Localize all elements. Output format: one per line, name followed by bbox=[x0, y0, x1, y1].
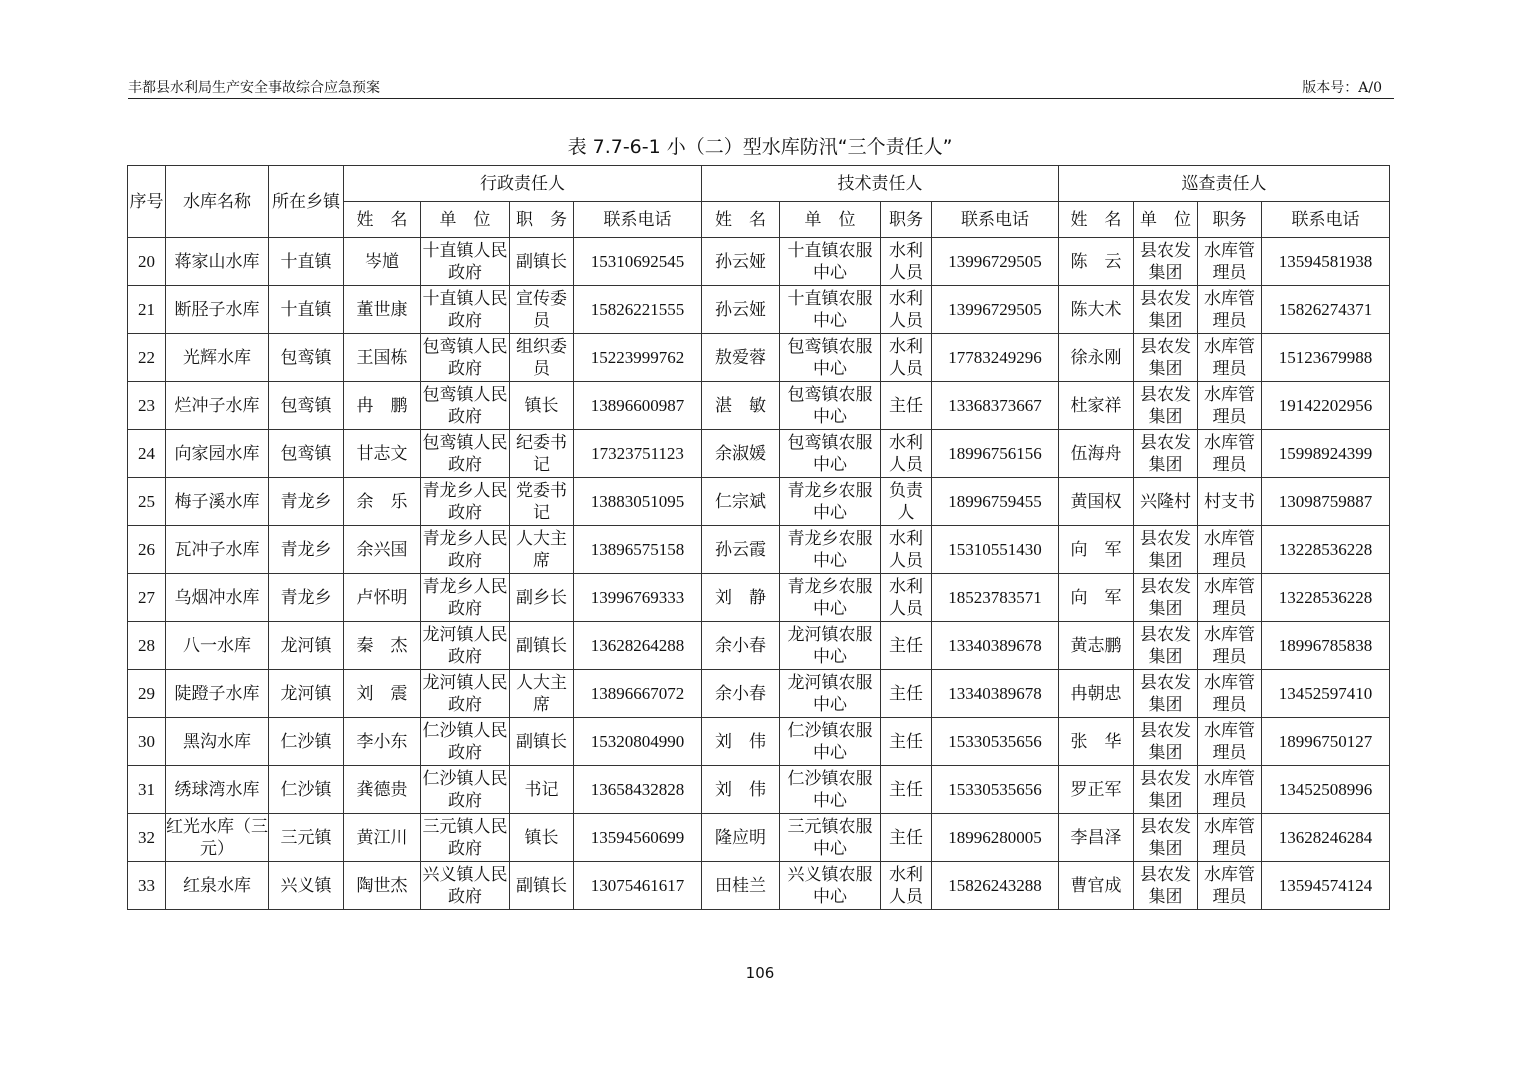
patrol-name: 曹官成 bbox=[1059, 862, 1134, 910]
row-seq: 22 bbox=[128, 334, 166, 382]
admin-unit: 青龙乡人民政府 bbox=[421, 526, 510, 574]
tech-post: 水利人员 bbox=[881, 238, 932, 286]
tech-name: 湛 敏 bbox=[702, 382, 780, 430]
version-label: 版本号：A/0 bbox=[1302, 80, 1382, 96]
tech-post: 水利人员 bbox=[881, 334, 932, 382]
patrol-name: 黄国权 bbox=[1059, 478, 1134, 526]
tech-unit: 仁沙镇农服中心 bbox=[780, 718, 881, 766]
admin-unit: 龙河镇人民政府 bbox=[421, 622, 510, 670]
patrol-name: 李昌泽 bbox=[1059, 814, 1134, 862]
patrol-unit: 县农发集团 bbox=[1134, 622, 1198, 670]
patrol-name: 向 军 bbox=[1059, 526, 1134, 574]
admin-post: 纪委书记 bbox=[510, 430, 574, 478]
col-reservoir-name: 水库名称 bbox=[166, 166, 269, 238]
admin-post: 副镇长 bbox=[510, 862, 574, 910]
patrol-name: 陈 云 bbox=[1059, 238, 1134, 286]
reservoir-name: 红泉水库 bbox=[166, 862, 269, 910]
tech-unit: 包鸾镇农服中心 bbox=[780, 430, 881, 478]
patrol-post: 水库管理员 bbox=[1198, 526, 1262, 574]
tech-phone: 13340389678 bbox=[932, 622, 1059, 670]
reservoir-name: 烂冲子水库 bbox=[166, 382, 269, 430]
col-town: 所在乡镇 bbox=[269, 166, 344, 238]
table-row bbox=[128, 814, 1390, 862]
reservoir-name: 绣球湾水库 bbox=[166, 766, 269, 814]
reservoir-responsibility-table bbox=[127, 165, 1390, 910]
patrol-post: 村支书 bbox=[1198, 478, 1262, 526]
tech-phone: 13996729505 bbox=[932, 238, 1059, 286]
tech-name: 田桂兰 bbox=[702, 862, 780, 910]
patrol-phone: 19142202956 bbox=[1262, 382, 1390, 430]
tech-unit: 龙河镇农服中心 bbox=[780, 622, 881, 670]
table-title: 表 7.7-6-1 小（二）型水库防汛“三个责任人” bbox=[567, 136, 953, 158]
town: 十直镇 bbox=[269, 238, 344, 286]
tech-phone: 18996759455 bbox=[932, 478, 1059, 526]
page-number: 106 bbox=[745, 964, 775, 982]
town: 包鸾镇 bbox=[269, 430, 344, 478]
table-row bbox=[128, 622, 1390, 670]
row-seq: 25 bbox=[128, 478, 166, 526]
admin-post: 副镇长 bbox=[510, 622, 574, 670]
col-patrol-name: 姓 名 bbox=[1059, 202, 1134, 238]
admin-unit: 青龙乡人民政府 bbox=[421, 478, 510, 526]
tech-name: 余小春 bbox=[702, 670, 780, 718]
col-patrol-unit: 单 位 bbox=[1134, 202, 1198, 238]
row-seq: 24 bbox=[128, 430, 166, 478]
patrol-unit: 县农发集团 bbox=[1134, 430, 1198, 478]
tech-post: 主任 bbox=[881, 766, 932, 814]
row-seq: 32 bbox=[128, 814, 166, 862]
admin-name: 余 乐 bbox=[344, 478, 421, 526]
admin-post: 镇长 bbox=[510, 814, 574, 862]
town: 包鸾镇 bbox=[269, 334, 344, 382]
tech-post: 水利人员 bbox=[881, 862, 932, 910]
patrol-post: 水库管理员 bbox=[1198, 382, 1262, 430]
admin-phone: 13883051095 bbox=[574, 478, 702, 526]
reservoir-name: 蒋家山水库 bbox=[166, 238, 269, 286]
row-seq: 30 bbox=[128, 718, 166, 766]
patrol-unit: 县农发集团 bbox=[1134, 238, 1198, 286]
patrol-phone: 13228536228 bbox=[1262, 526, 1390, 574]
patrol-unit: 兴隆村 bbox=[1134, 478, 1198, 526]
row-seq: 23 bbox=[128, 382, 166, 430]
patrol-phone: 13452508996 bbox=[1262, 766, 1390, 814]
admin-phone: 15310692545 bbox=[574, 238, 702, 286]
patrol-name: 张 华 bbox=[1059, 718, 1134, 766]
patrol-unit: 县农发集团 bbox=[1134, 286, 1198, 334]
admin-phone: 13996769333 bbox=[574, 574, 702, 622]
tech-post: 水利人员 bbox=[881, 286, 932, 334]
patrol-post: 水库管理员 bbox=[1198, 334, 1262, 382]
tech-phone: 18523783571 bbox=[932, 574, 1059, 622]
tech-phone: 13368373667 bbox=[932, 382, 1059, 430]
patrol-name: 罗正军 bbox=[1059, 766, 1134, 814]
row-seq: 31 bbox=[128, 766, 166, 814]
admin-name: 岑馗 bbox=[344, 238, 421, 286]
admin-name: 陶世杰 bbox=[344, 862, 421, 910]
tech-name: 余淑媛 bbox=[702, 430, 780, 478]
tech-post: 主任 bbox=[881, 670, 932, 718]
patrol-post: 水库管理员 bbox=[1198, 862, 1262, 910]
patrol-unit: 县农发集团 bbox=[1134, 814, 1198, 862]
reservoir-name: 光辉水库 bbox=[166, 334, 269, 382]
admin-unit: 仁沙镇人民政府 bbox=[421, 766, 510, 814]
tech-name: 孙云娅 bbox=[702, 238, 780, 286]
col-admin-name: 姓 名 bbox=[344, 202, 421, 238]
patrol-phone: 18996750127 bbox=[1262, 718, 1390, 766]
admin-post: 镇长 bbox=[510, 382, 574, 430]
admin-post: 副镇长 bbox=[510, 238, 574, 286]
admin-unit: 十直镇人民政府 bbox=[421, 238, 510, 286]
tech-name: 刘 伟 bbox=[702, 766, 780, 814]
admin-phone: 17323751123 bbox=[574, 430, 702, 478]
reservoir-name: 乌烟冲水库 bbox=[166, 574, 269, 622]
admin-unit: 三元镇人民政府 bbox=[421, 814, 510, 862]
patrol-unit: 县农发集团 bbox=[1134, 334, 1198, 382]
admin-post: 人大主席 bbox=[510, 670, 574, 718]
patrol-phone: 15123679988 bbox=[1262, 334, 1390, 382]
tech-post: 水利人员 bbox=[881, 430, 932, 478]
admin-name: 龚德贵 bbox=[344, 766, 421, 814]
col-tech-tel: 联系电话 bbox=[932, 202, 1059, 238]
admin-post: 书记 bbox=[510, 766, 574, 814]
patrol-name: 黄志鹏 bbox=[1059, 622, 1134, 670]
row-seq: 20 bbox=[128, 238, 166, 286]
tech-unit: 包鸾镇农服中心 bbox=[780, 382, 881, 430]
table-row bbox=[128, 574, 1390, 622]
admin-post: 人大主席 bbox=[510, 526, 574, 574]
admin-post: 副乡长 bbox=[510, 574, 574, 622]
patrol-unit: 县农发集团 bbox=[1134, 382, 1198, 430]
table-row bbox=[128, 478, 1390, 526]
patrol-post: 水库管理员 bbox=[1198, 574, 1262, 622]
admin-unit: 包鸾镇人民政府 bbox=[421, 430, 510, 478]
group-patrol: 巡查责任人 bbox=[1059, 166, 1390, 202]
row-seq: 28 bbox=[128, 622, 166, 670]
patrol-unit: 县农发集团 bbox=[1134, 862, 1198, 910]
tech-phone: 17783249296 bbox=[932, 334, 1059, 382]
town: 兴义镇 bbox=[269, 862, 344, 910]
reservoir-name: 梅子溪水库 bbox=[166, 478, 269, 526]
tech-unit: 青龙乡农服中心 bbox=[780, 526, 881, 574]
patrol-phone: 13628246284 bbox=[1262, 814, 1390, 862]
tech-phone: 15310551430 bbox=[932, 526, 1059, 574]
col-tech-name: 姓 名 bbox=[702, 202, 780, 238]
tech-unit: 兴义镇农服中心 bbox=[780, 862, 881, 910]
tech-name: 刘 伟 bbox=[702, 718, 780, 766]
patrol-phone: 13452597410 bbox=[1262, 670, 1390, 718]
table-row bbox=[128, 766, 1390, 814]
tech-name: 敖爱蓉 bbox=[702, 334, 780, 382]
patrol-phone: 13228536228 bbox=[1262, 574, 1390, 622]
tech-unit: 包鸾镇农服中心 bbox=[780, 334, 881, 382]
tech-post: 主任 bbox=[881, 382, 932, 430]
admin-unit: 仁沙镇人民政府 bbox=[421, 718, 510, 766]
row-seq: 29 bbox=[128, 670, 166, 718]
row-seq: 33 bbox=[128, 862, 166, 910]
tech-phone: 13996729505 bbox=[932, 286, 1059, 334]
reservoir-name: 向家园水库 bbox=[166, 430, 269, 478]
tech-post: 水利人员 bbox=[881, 574, 932, 622]
patrol-unit: 县农发集团 bbox=[1134, 670, 1198, 718]
tech-phone: 15330535656 bbox=[932, 718, 1059, 766]
table-row bbox=[128, 238, 1390, 286]
table-body bbox=[128, 238, 1390, 910]
admin-unit: 包鸾镇人民政府 bbox=[421, 382, 510, 430]
admin-phone: 13896575158 bbox=[574, 526, 702, 574]
row-seq: 21 bbox=[128, 286, 166, 334]
tech-name: 孙云娅 bbox=[702, 286, 780, 334]
admin-unit: 包鸾镇人民政府 bbox=[421, 334, 510, 382]
group-admin: 行政责任人 bbox=[344, 166, 702, 202]
admin-phone: 15223999762 bbox=[574, 334, 702, 382]
patrol-name: 伍海舟 bbox=[1059, 430, 1134, 478]
patrol-name: 向 军 bbox=[1059, 574, 1134, 622]
admin-name: 甘志文 bbox=[344, 430, 421, 478]
admin-unit: 龙河镇人民政府 bbox=[421, 670, 510, 718]
patrol-post: 水库管理员 bbox=[1198, 622, 1262, 670]
admin-name: 秦 杰 bbox=[344, 622, 421, 670]
admin-name: 董世康 bbox=[344, 286, 421, 334]
tech-unit: 十直镇农服中心 bbox=[780, 238, 881, 286]
admin-name: 冉 鹏 bbox=[344, 382, 421, 430]
patrol-phone: 18996785838 bbox=[1262, 622, 1390, 670]
patrol-name: 杜家祥 bbox=[1059, 382, 1134, 430]
row-seq: 26 bbox=[128, 526, 166, 574]
patrol-unit: 县农发集团 bbox=[1134, 526, 1198, 574]
tech-name: 孙云霞 bbox=[702, 526, 780, 574]
col-patrol-tel: 联系电话 bbox=[1262, 202, 1390, 238]
admin-phone: 15826221555 bbox=[574, 286, 702, 334]
town: 仁沙镇 bbox=[269, 766, 344, 814]
admin-unit: 兴义镇人民政府 bbox=[421, 862, 510, 910]
col-seq: 序号 bbox=[128, 166, 166, 238]
town: 龙河镇 bbox=[269, 670, 344, 718]
table-row bbox=[128, 334, 1390, 382]
patrol-name: 冉朝忠 bbox=[1059, 670, 1134, 718]
patrol-phone: 15826274371 bbox=[1262, 286, 1390, 334]
tech-post: 水利人员 bbox=[881, 526, 932, 574]
town: 青龙乡 bbox=[269, 526, 344, 574]
patrol-post: 水库管理员 bbox=[1198, 286, 1262, 334]
col-admin-tel: 联系电话 bbox=[574, 202, 702, 238]
tech-unit: 龙河镇农服中心 bbox=[780, 670, 881, 718]
admin-post: 宣传委员 bbox=[510, 286, 574, 334]
table-row bbox=[128, 526, 1390, 574]
table-row bbox=[128, 670, 1390, 718]
tech-unit: 三元镇农服中心 bbox=[780, 814, 881, 862]
patrol-post: 水库管理员 bbox=[1198, 766, 1262, 814]
town: 仁沙镇 bbox=[269, 718, 344, 766]
patrol-phone: 13594581938 bbox=[1262, 238, 1390, 286]
patrol-post: 水库管理员 bbox=[1198, 238, 1262, 286]
reservoir-name: 陡蹬子水库 bbox=[166, 670, 269, 718]
table-row bbox=[128, 286, 1390, 334]
tech-phone: 18996756156 bbox=[932, 430, 1059, 478]
patrol-phone: 13098759887 bbox=[1262, 478, 1390, 526]
town: 青龙乡 bbox=[269, 574, 344, 622]
tech-unit: 十直镇农服中心 bbox=[780, 286, 881, 334]
reservoir-name: 八一水库 bbox=[166, 622, 269, 670]
table-row bbox=[128, 430, 1390, 478]
admin-unit: 青龙乡人民政府 bbox=[421, 574, 510, 622]
tech-name: 刘 静 bbox=[702, 574, 780, 622]
group-tech: 技术责任人 bbox=[702, 166, 1059, 202]
col-admin-post: 职 务 bbox=[510, 202, 574, 238]
admin-unit: 十直镇人民政府 bbox=[421, 286, 510, 334]
admin-name: 黄江川 bbox=[344, 814, 421, 862]
patrol-name: 陈大术 bbox=[1059, 286, 1134, 334]
admin-phone: 13594560699 bbox=[574, 814, 702, 862]
patrol-unit: 县农发集团 bbox=[1134, 574, 1198, 622]
tech-unit: 青龙乡农服中心 bbox=[780, 478, 881, 526]
patrol-post: 水库管理员 bbox=[1198, 718, 1262, 766]
tech-name: 余小春 bbox=[702, 622, 780, 670]
town: 包鸾镇 bbox=[269, 382, 344, 430]
tech-post: 负责人 bbox=[881, 478, 932, 526]
admin-phone: 13896667072 bbox=[574, 670, 702, 718]
page-header bbox=[128, 76, 1394, 99]
patrol-unit: 县农发集团 bbox=[1134, 766, 1198, 814]
admin-phone: 13075461617 bbox=[574, 862, 702, 910]
reservoir-name: 红光水库（三元） bbox=[166, 814, 269, 862]
town: 十直镇 bbox=[269, 286, 344, 334]
tech-unit: 青龙乡农服中心 bbox=[780, 574, 881, 622]
tech-phone: 15330535656 bbox=[932, 766, 1059, 814]
col-patrol-post: 职务 bbox=[1198, 202, 1262, 238]
table-row bbox=[128, 862, 1390, 910]
col-admin-unit: 单 位 bbox=[421, 202, 510, 238]
patrol-unit: 县农发集团 bbox=[1134, 718, 1198, 766]
admin-name: 王国栋 bbox=[344, 334, 421, 382]
patrol-name: 徐永刚 bbox=[1059, 334, 1134, 382]
table-row bbox=[128, 382, 1390, 430]
reservoir-name: 瓦冲子水库 bbox=[166, 526, 269, 574]
patrol-phone: 13594574124 bbox=[1262, 862, 1390, 910]
tech-phone: 15826243288 bbox=[932, 862, 1059, 910]
admin-name: 刘 震 bbox=[344, 670, 421, 718]
patrol-phone: 15998924399 bbox=[1262, 430, 1390, 478]
tech-name: 隆应明 bbox=[702, 814, 780, 862]
admin-phone: 13628264288 bbox=[574, 622, 702, 670]
reservoir-name: 黑沟水库 bbox=[166, 718, 269, 766]
admin-name: 余兴国 bbox=[344, 526, 421, 574]
tech-unit: 仁沙镇农服中心 bbox=[780, 766, 881, 814]
table-row bbox=[128, 718, 1390, 766]
admin-post: 组织委员 bbox=[510, 334, 574, 382]
tech-post: 主任 bbox=[881, 622, 932, 670]
admin-post: 党委书记 bbox=[510, 478, 574, 526]
admin-name: 李小东 bbox=[344, 718, 421, 766]
patrol-post: 水库管理员 bbox=[1198, 670, 1262, 718]
row-seq: 27 bbox=[128, 574, 166, 622]
tech-name: 仁宗斌 bbox=[702, 478, 780, 526]
reservoir-name: 断胫子水库 bbox=[166, 286, 269, 334]
document-title: 丰都县水利局生产安全事故综合应急预案 bbox=[128, 80, 380, 96]
admin-phone: 13658432828 bbox=[574, 766, 702, 814]
patrol-post: 水库管理员 bbox=[1198, 430, 1262, 478]
admin-phone: 15320804990 bbox=[574, 718, 702, 766]
town: 青龙乡 bbox=[269, 478, 344, 526]
patrol-post: 水库管理员 bbox=[1198, 814, 1262, 862]
tech-post: 主任 bbox=[881, 814, 932, 862]
tech-phone: 13340389678 bbox=[932, 670, 1059, 718]
col-tech-unit: 单 位 bbox=[780, 202, 881, 238]
col-tech-post: 职务 bbox=[881, 202, 932, 238]
admin-name: 卢怀明 bbox=[344, 574, 421, 622]
tech-post: 主任 bbox=[881, 718, 932, 766]
admin-phone: 13896600987 bbox=[574, 382, 702, 430]
town: 龙河镇 bbox=[269, 622, 344, 670]
tech-phone: 18996280005 bbox=[932, 814, 1059, 862]
town: 三元镇 bbox=[269, 814, 344, 862]
admin-post: 副镇长 bbox=[510, 718, 574, 766]
